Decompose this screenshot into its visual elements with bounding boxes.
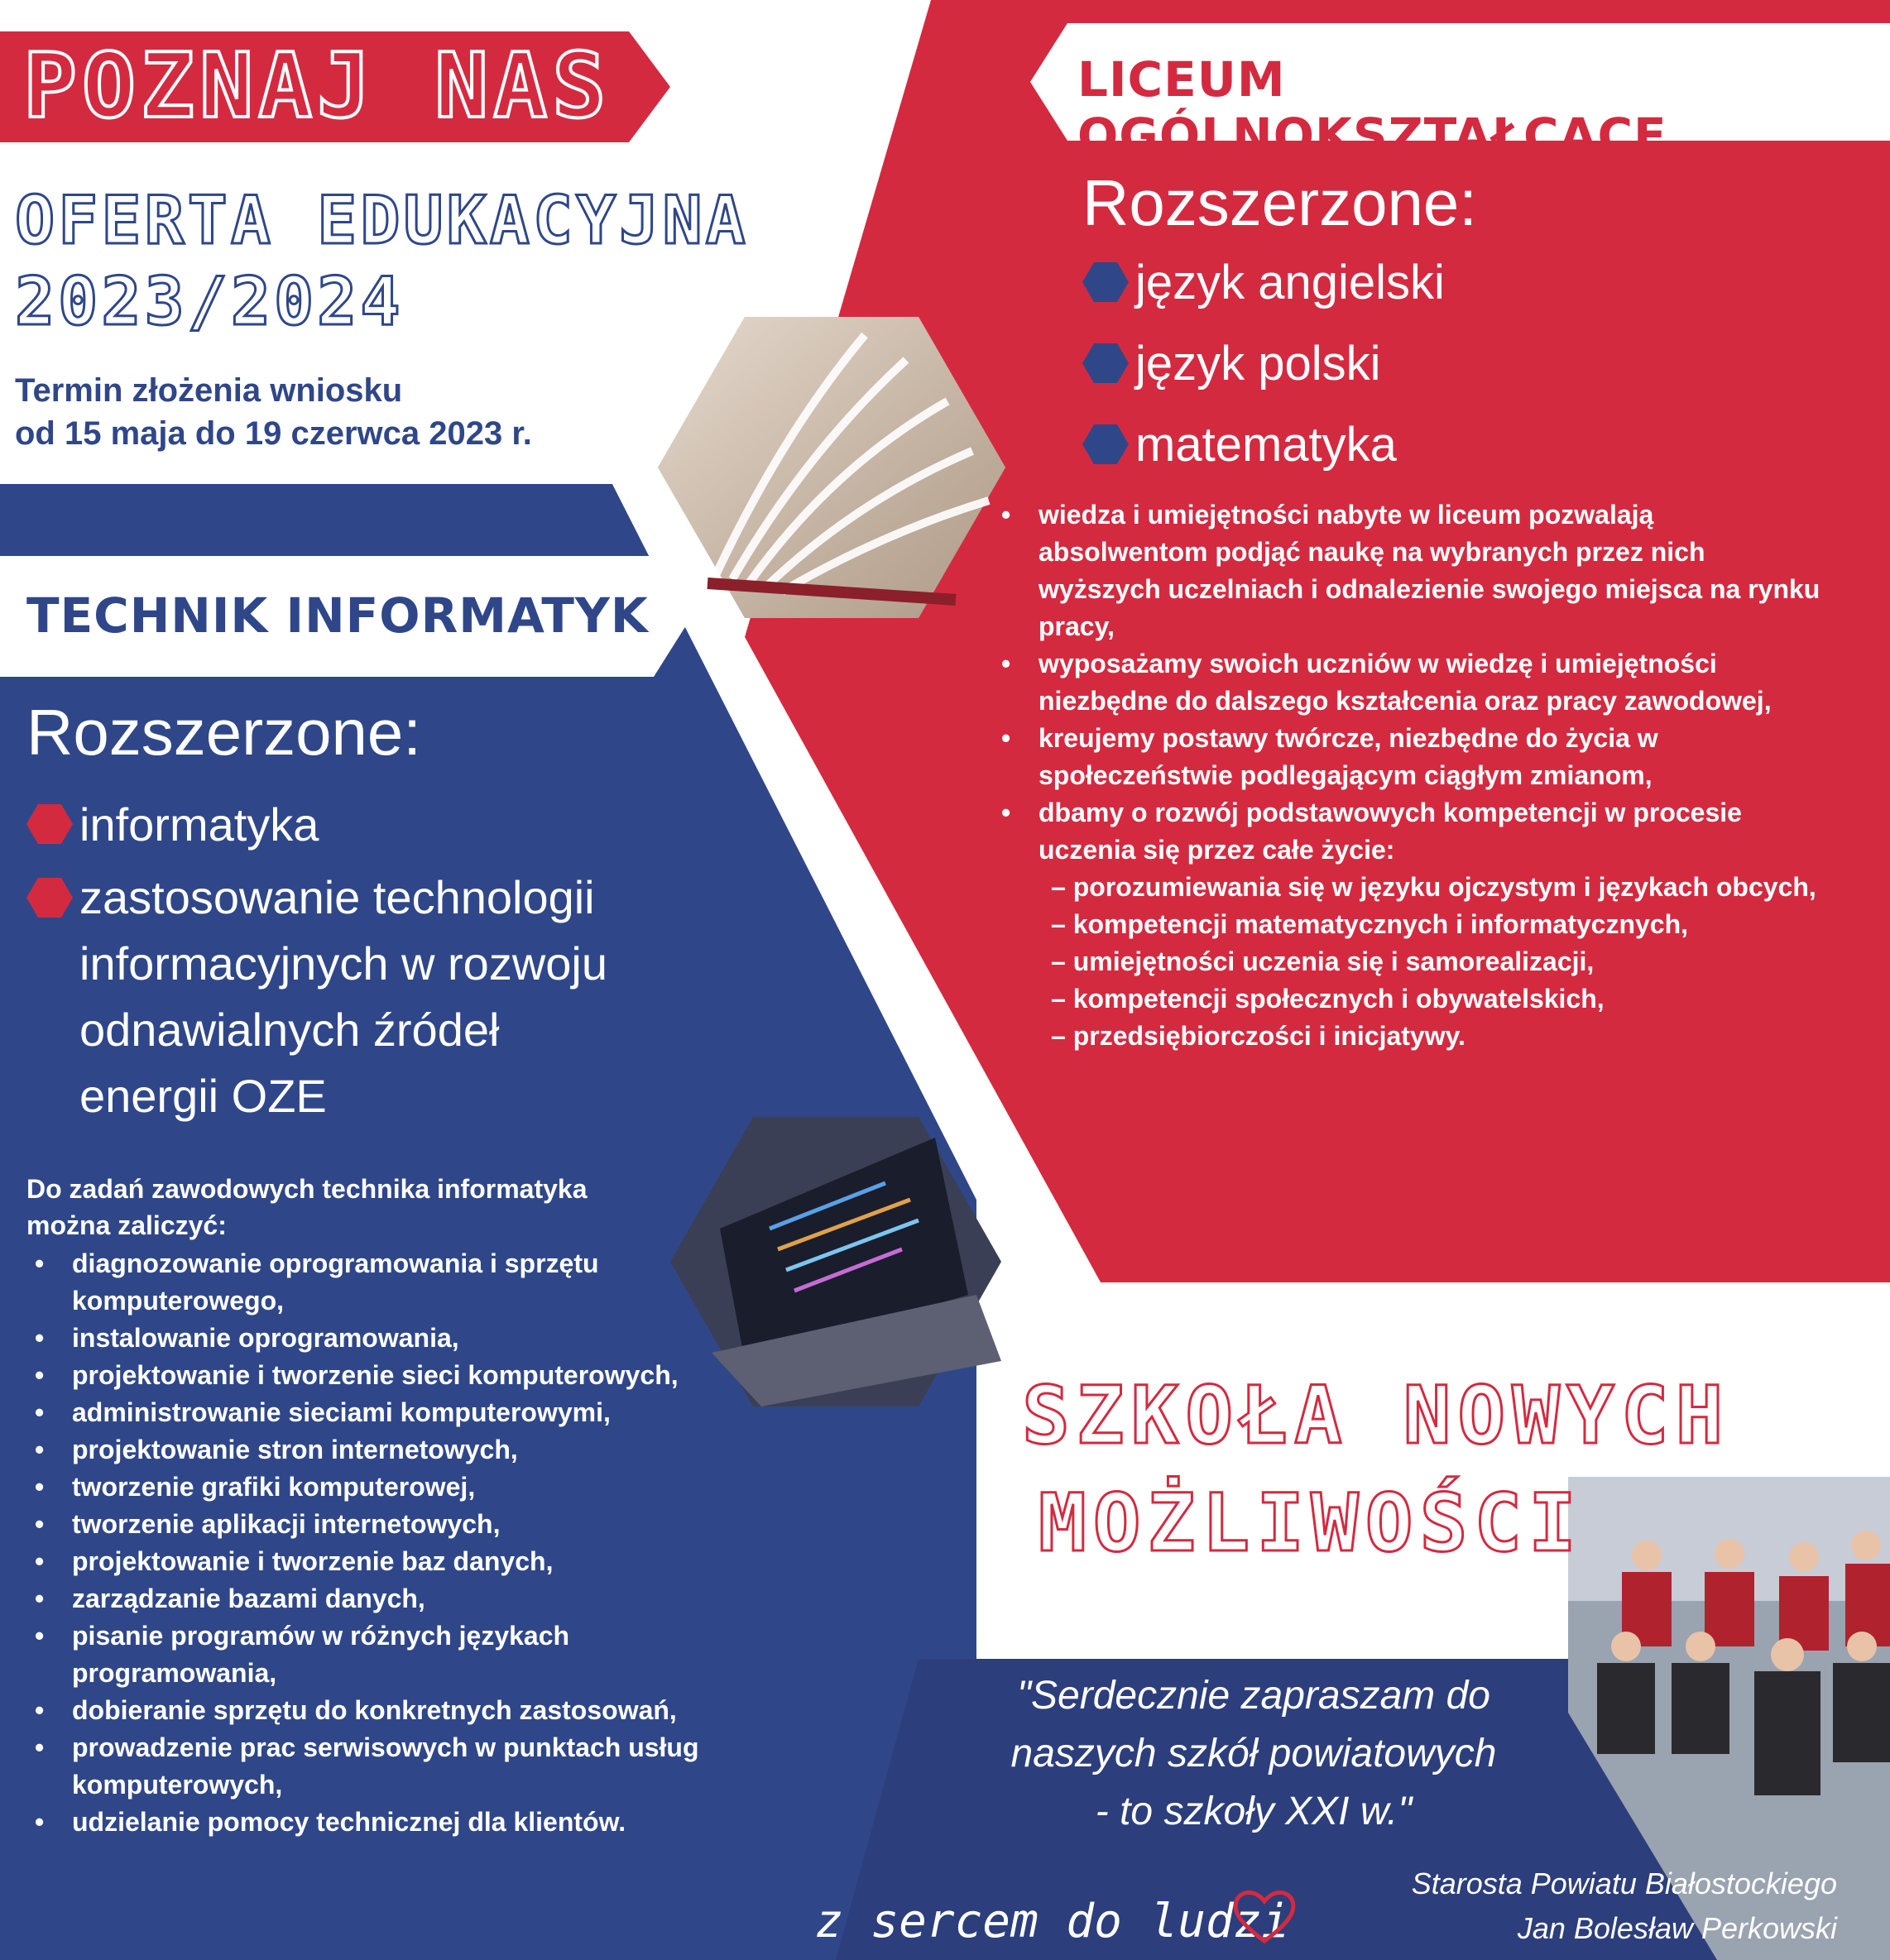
liceum-extended-item: język polski xyxy=(1082,323,1445,404)
technik-task: • projektowanie i tworzenie baz danych, xyxy=(35,1546,554,1576)
hexagon-bullet-icon xyxy=(1082,343,1129,383)
technik-extended-list xyxy=(26,790,607,1129)
technik-task: • dobieranie sprzętu do konkretnych zastosowań, xyxy=(35,1695,677,1725)
liceum-extended-item: matematyka xyxy=(1082,404,1445,485)
technik-task: • diagnozowanie oprogramowania i sprzętu komputerowego, xyxy=(35,1248,599,1315)
liceum-title: LICEUM OGÓLNOKSZTAŁCĄCE xyxy=(1077,51,1667,164)
liceum-extended-list xyxy=(1082,242,1445,485)
technik-task: • tworzenie aplikacji internetowych, xyxy=(35,1509,501,1539)
liceum-subpoint: – przedsiębiorczości i inicjatywy. xyxy=(1051,1021,1465,1051)
slogan-line-2: MOŻLIWOŚCI xyxy=(1039,1477,1583,1569)
technik-task: • administrowanie sieciami komputerowymi, xyxy=(35,1397,611,1427)
signature: Starosta Powiatu Białostockiego Jan Bolesław Perkowski xyxy=(1411,1867,1837,1945)
technik-intro: Do zadań zawodowych technika informatyka można zaliczyć: xyxy=(26,1174,588,1240)
hexagon-bullet-icon xyxy=(26,804,73,844)
badge-title: POZNAJ NAS xyxy=(23,35,612,138)
technik-task: • prowadzenie prac serwisowych w punktach usług komputerowych, xyxy=(35,1732,699,1799)
technik-task: • instalowanie oprogramowania, xyxy=(35,1323,459,1353)
tagline: z sercem do ludzi xyxy=(815,1895,1290,1948)
liceum-subpoint: – kompetencji matematycznych i informatycznych, xyxy=(1051,909,1689,939)
hexagon-bullet-icon xyxy=(1082,424,1129,464)
technik-task: • tworzenie grafiki komputerowej, xyxy=(35,1472,476,1502)
offer-year: 2023/2024 xyxy=(15,263,404,340)
technik-task: • projektowanie stron internetowych, xyxy=(35,1435,518,1464)
technik-task: • projektowanie i tworzenie sieci komputerowych, xyxy=(35,1360,679,1390)
technik-title: TECHNIK INFORMATYK xyxy=(26,587,649,644)
technik-task: • zarządzanie bazami danych, xyxy=(35,1584,425,1613)
technik-extended-label: Rozszerzone: xyxy=(26,696,421,769)
technik-task: • pisanie programów w różnych językach programowania, xyxy=(35,1621,570,1688)
technik-tasks xyxy=(35,1245,722,1841)
liceum-subpoint: – kompetencji społecznych i obywatelskich, xyxy=(1051,984,1605,1014)
liceum-subpoint: – umiejętności uczenia się i samorealizacji, xyxy=(1051,946,1595,976)
liceum-points xyxy=(1001,496,1829,1055)
hexagon-bullet-icon xyxy=(1082,262,1129,302)
technik-task: • udzielanie pomocy technicznej dla klientów. xyxy=(35,1807,626,1837)
quote-block: "Serdecznie zapraszam do naszych szkół powiatowych - to szkoły XXI w." xyxy=(1010,1674,1497,1833)
liceum-point: • wiedza i umiejętności nabyte w liceum pozwalają absolwentom podjąć naukę na wybranych przez nich wyższych uczelniach i odnalezienie swojego miejsca na rynku pracy, xyxy=(1001,500,1820,641)
liceum-subpoint: – porozumiewania się w języku ojczystym i językach obcych, xyxy=(1051,872,1816,902)
technik-extended-item: informatyka xyxy=(26,790,607,858)
hexagon-bullet-icon xyxy=(26,878,73,918)
liceum-point: • kreujemy postawy twórcze, niezbędne do życia w społeczeństwie podlegającym ciągłym zmianom, xyxy=(1001,723,1658,790)
deadline-line-1: Termin złożenia wniosku xyxy=(15,372,403,409)
offer-title: OFERTA EDUKACYJNA xyxy=(15,182,749,259)
liceum-extended-label: Rozszerzone: xyxy=(1082,166,1477,239)
liceum-point: • dbamy o rozwój podstawowych kompetencji w procesie uczenia się przez całe życie: xyxy=(1001,798,1742,865)
deadline-line-2: od 15 maja do 19 czerwca 2023 r. xyxy=(15,415,532,452)
technik-extended-item: zastosowanie technologii informacyjnych w rozwoju odnawialnych źródeł energii OZE xyxy=(26,865,607,1129)
heart-outline-icon xyxy=(1231,1886,1298,1944)
liceum-extended-item: język angielski xyxy=(1082,242,1445,323)
liceum-point: • wyposażamy swoich uczniów w wiedzę i umiejętności niezbędne do dalszego kształcenia oraz pracy zawodowej, xyxy=(1001,649,1772,716)
slogan-line-1: SZKOŁA NOWYCH xyxy=(1022,1369,1730,1462)
